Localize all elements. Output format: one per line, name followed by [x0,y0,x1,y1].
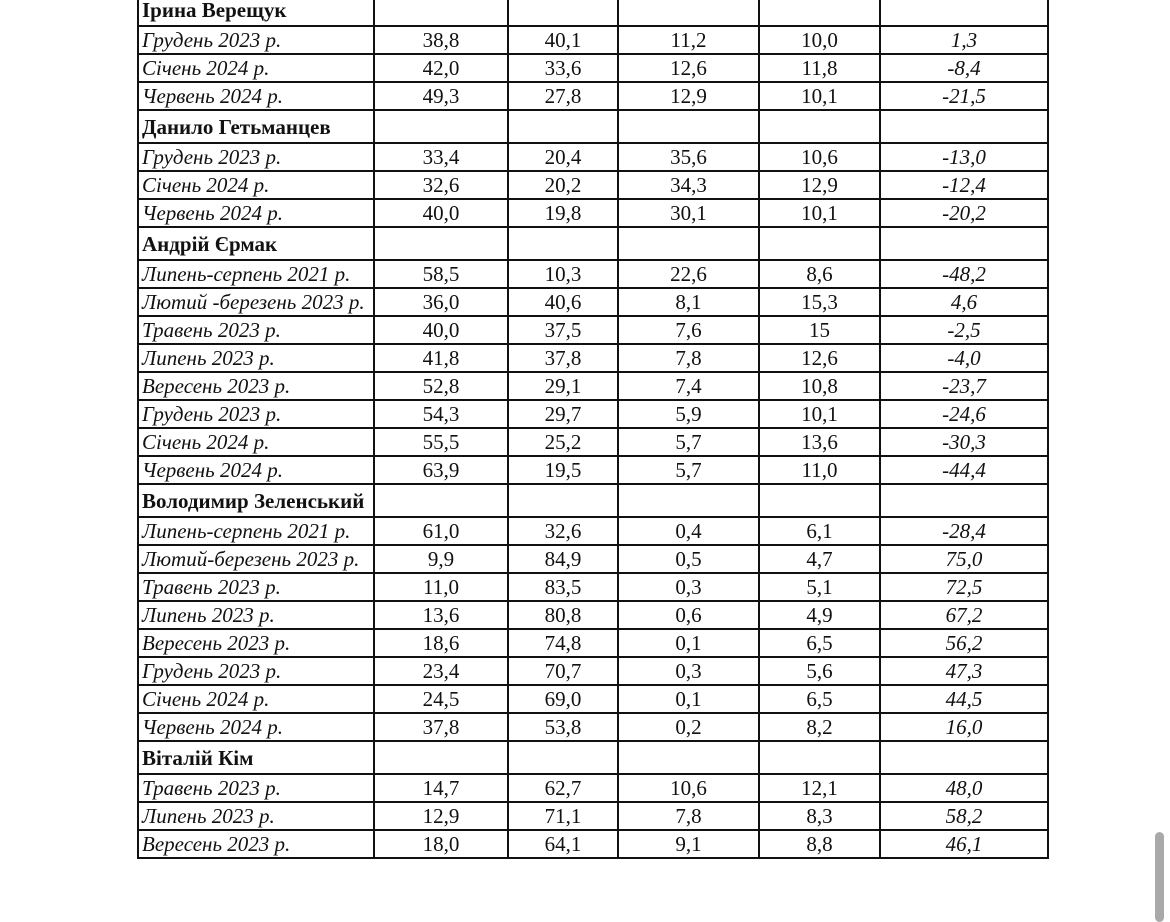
balance-cell: -4,0 [880,344,1048,372]
value-cell: 40,0 [374,316,508,344]
value-cell: 37,8 [508,344,618,372]
value-cell: 64,1 [508,830,618,858]
balance-cell: 58,2 [880,802,1048,830]
value-cell: 49,3 [374,82,508,110]
value-cell: 25,2 [508,428,618,456]
table-row [138,82,1048,110]
value-cell [508,110,618,143]
value-cell: 30,1 [618,199,759,227]
value-cell: 0,4 [618,517,759,545]
period-cell: Травень 2023 р. [138,316,374,344]
value-cell: 42,0 [374,54,508,82]
balance-cell: -48,2 [880,260,1048,288]
value-cell: 61,0 [374,517,508,545]
value-cell [374,741,508,774]
value-cell [618,227,759,260]
value-cell: 10,1 [759,199,880,227]
balance-cell: 67,2 [880,601,1048,629]
balance-cell: 48,0 [880,774,1048,802]
value-cell: 40,0 [374,199,508,227]
value-cell: 15 [759,316,880,344]
value-cell: 5,6 [759,657,880,685]
table-row [138,54,1048,82]
value-cell: 35,6 [618,143,759,171]
period-cell: Грудень 2023 р. [138,657,374,685]
value-cell [759,0,880,26]
value-cell: 10,1 [759,82,880,110]
value-cell: 34,3 [618,171,759,199]
value-cell: 12,9 [759,171,880,199]
balance-cell: 44,5 [880,685,1048,713]
value-cell: 11,0 [374,573,508,601]
value-cell: 11,0 [759,456,880,484]
value-cell: 4,7 [759,545,880,573]
value-cell [374,0,508,26]
value-cell: 12,1 [759,774,880,802]
value-cell: 6,5 [759,629,880,657]
value-cell: 29,7 [508,400,618,428]
period-cell: Липень-серпень 2021 р. [138,260,374,288]
value-cell [759,110,880,143]
value-cell: 0,5 [618,545,759,573]
table-row [138,601,1048,629]
value-cell: 12,9 [374,802,508,830]
balance-cell: 4,6 [880,288,1048,316]
table-row [138,171,1048,199]
balance-cell [880,227,1048,260]
value-cell: 84,9 [508,545,618,573]
period-cell: Січень 2024 р. [138,171,374,199]
balance-cell: -20,2 [880,199,1048,227]
person-name-cell: Андрій Єрмак [138,227,374,260]
balance-cell [880,0,1048,26]
value-cell [374,110,508,143]
value-cell [759,741,880,774]
table-row [138,545,1048,573]
table-row [138,428,1048,456]
value-cell: 18,6 [374,629,508,657]
value-cell: 69,0 [508,685,618,713]
period-cell: Червень 2024 р. [138,456,374,484]
person-name-cell: Володимир Зеленський [138,484,374,517]
value-cell: 24,5 [374,685,508,713]
value-cell: 74,8 [508,629,618,657]
table-row [138,372,1048,400]
balance-cell: -21,5 [880,82,1048,110]
balance-cell: 72,5 [880,573,1048,601]
balance-cell: -8,4 [880,54,1048,82]
table-row [138,288,1048,316]
value-cell: 29,1 [508,372,618,400]
value-cell: 10,8 [759,372,880,400]
table-row [138,774,1048,802]
value-cell: 32,6 [508,517,618,545]
table-row [138,802,1048,830]
value-cell: 10,6 [759,143,880,171]
value-cell: 0,1 [618,685,759,713]
period-cell: Вересень 2023 р. [138,372,374,400]
value-cell: 62,7 [508,774,618,802]
value-cell: 7,4 [618,372,759,400]
value-cell: 52,8 [374,372,508,400]
value-cell [759,227,880,260]
value-cell: 0,1 [618,629,759,657]
value-cell: 12,6 [759,344,880,372]
period-cell: Вересень 2023 р. [138,830,374,858]
person-name-cell: Ірина Верещук [138,0,374,26]
balance-cell: 1,3 [880,26,1048,54]
period-cell: Січень 2024 р. [138,685,374,713]
balance-cell [880,484,1048,517]
value-cell: 36,0 [374,288,508,316]
value-cell: 10,1 [759,400,880,428]
value-cell: 55,5 [374,428,508,456]
value-cell [508,227,618,260]
period-cell: Червень 2024 р. [138,199,374,227]
value-cell: 38,8 [374,26,508,54]
value-cell: 7,8 [618,344,759,372]
value-cell: 37,5 [508,316,618,344]
value-cell: 10,3 [508,260,618,288]
value-cell [508,0,618,26]
table-row [138,456,1048,484]
period-cell: Травень 2023 р. [138,774,374,802]
value-cell [759,484,880,517]
value-cell: 5,1 [759,573,880,601]
value-cell: 80,8 [508,601,618,629]
value-cell: 6,1 [759,517,880,545]
value-cell: 0,2 [618,713,759,741]
period-cell: Грудень 2023 р. [138,400,374,428]
value-cell: 0,3 [618,657,759,685]
value-cell: 7,8 [618,802,759,830]
balance-cell: -28,4 [880,517,1048,545]
table-row [138,26,1048,54]
value-cell: 40,1 [508,26,618,54]
period-cell: Липень 2023 р. [138,344,374,372]
balance-cell [880,110,1048,143]
value-cell: 13,6 [759,428,880,456]
value-cell: 9,9 [374,545,508,573]
value-cell: 11,2 [618,26,759,54]
period-cell: Січень 2024 р. [138,54,374,82]
value-cell [508,741,618,774]
table-row [138,685,1048,713]
value-cell: 10,6 [618,774,759,802]
table-row [138,713,1048,741]
period-cell: Лютий -березень 2023 р. [138,288,374,316]
value-cell [618,0,759,26]
balance-cell: 56,2 [880,629,1048,657]
person-name-row [138,227,1048,260]
period-cell: Лютий-березень 2023 р. [138,545,374,573]
table-row [138,657,1048,685]
value-cell: 8,6 [759,260,880,288]
value-cell: 71,1 [508,802,618,830]
value-cell: 33,6 [508,54,618,82]
balance-cell: -23,7 [880,372,1048,400]
balance-cell: -13,0 [880,143,1048,171]
value-cell [618,110,759,143]
value-cell: 58,5 [374,260,508,288]
table-row [138,573,1048,601]
period-cell: Грудень 2023 р. [138,26,374,54]
balance-cell: -30,3 [880,428,1048,456]
balance-cell: 47,3 [880,657,1048,685]
period-cell: Липень 2023 р. [138,601,374,629]
scrollbar-thumb[interactable] [1155,832,1164,922]
value-cell [618,484,759,517]
table-row [138,199,1048,227]
balance-cell: -12,4 [880,171,1048,199]
value-cell: 12,9 [618,82,759,110]
value-cell: 10,0 [759,26,880,54]
balance-cell: 75,0 [880,545,1048,573]
balance-cell [880,741,1048,774]
value-cell: 27,8 [508,82,618,110]
value-cell: 5,7 [618,456,759,484]
value-cell: 5,7 [618,428,759,456]
balance-cell: -24,6 [880,400,1048,428]
value-cell: 32,6 [374,171,508,199]
period-cell: Липень 2023 р. [138,802,374,830]
value-cell: 8,2 [759,713,880,741]
person-name-row [138,0,1048,26]
value-cell: 6,5 [759,685,880,713]
value-cell: 22,6 [618,260,759,288]
value-cell: 4,9 [759,601,880,629]
table-row [138,517,1048,545]
value-cell: 13,6 [374,601,508,629]
table-row [138,629,1048,657]
table-row [138,316,1048,344]
value-cell [508,484,618,517]
balance-cell: 16,0 [880,713,1048,741]
person-name-cell: Данило Гетьманцев [138,110,374,143]
value-cell: 41,8 [374,344,508,372]
value-cell: 14,7 [374,774,508,802]
value-cell: 23,4 [374,657,508,685]
value-cell: 19,8 [508,199,618,227]
value-cell: 5,9 [618,400,759,428]
value-cell: 63,9 [374,456,508,484]
value-cell: 20,2 [508,171,618,199]
value-cell: 0,3 [618,573,759,601]
balance-cell: -2,5 [880,316,1048,344]
value-cell: 70,7 [508,657,618,685]
balance-cell: -44,4 [880,456,1048,484]
table-row [138,344,1048,372]
person-name-row [138,484,1048,517]
value-cell: 15,3 [759,288,880,316]
value-cell: 7,6 [618,316,759,344]
person-name-row [138,741,1048,774]
value-cell: 37,8 [374,713,508,741]
period-cell: Січень 2024 р. [138,428,374,456]
value-cell: 18,0 [374,830,508,858]
balance-cell: 46,1 [880,830,1048,858]
value-cell [618,741,759,774]
value-cell: 8,8 [759,830,880,858]
value-cell [374,227,508,260]
value-cell: 83,5 [508,573,618,601]
table-row [138,400,1048,428]
period-cell: Червень 2024 р. [138,713,374,741]
value-cell: 40,6 [508,288,618,316]
value-cell: 33,4 [374,143,508,171]
value-cell: 0,6 [618,601,759,629]
value-cell: 54,3 [374,400,508,428]
value-cell: 11,8 [759,54,880,82]
value-cell [374,484,508,517]
value-cell: 20,4 [508,143,618,171]
period-cell: Червень 2024 р. [138,82,374,110]
period-cell: Травень 2023 р. [138,573,374,601]
poll-results-table [137,0,1049,859]
period-cell: Вересень 2023 р. [138,629,374,657]
value-cell: 8,1 [618,288,759,316]
value-cell: 12,6 [618,54,759,82]
table-row [138,830,1048,858]
table-row [138,143,1048,171]
person-name-row [138,110,1048,143]
period-cell: Липень-серпень 2021 р. [138,517,374,545]
person-name-cell: Віталій Кім [138,741,374,774]
value-cell: 53,8 [508,713,618,741]
value-cell: 19,5 [508,456,618,484]
value-cell: 8,3 [759,802,880,830]
period-cell: Грудень 2023 р. [138,143,374,171]
value-cell: 9,1 [618,830,759,858]
table-row [138,260,1048,288]
